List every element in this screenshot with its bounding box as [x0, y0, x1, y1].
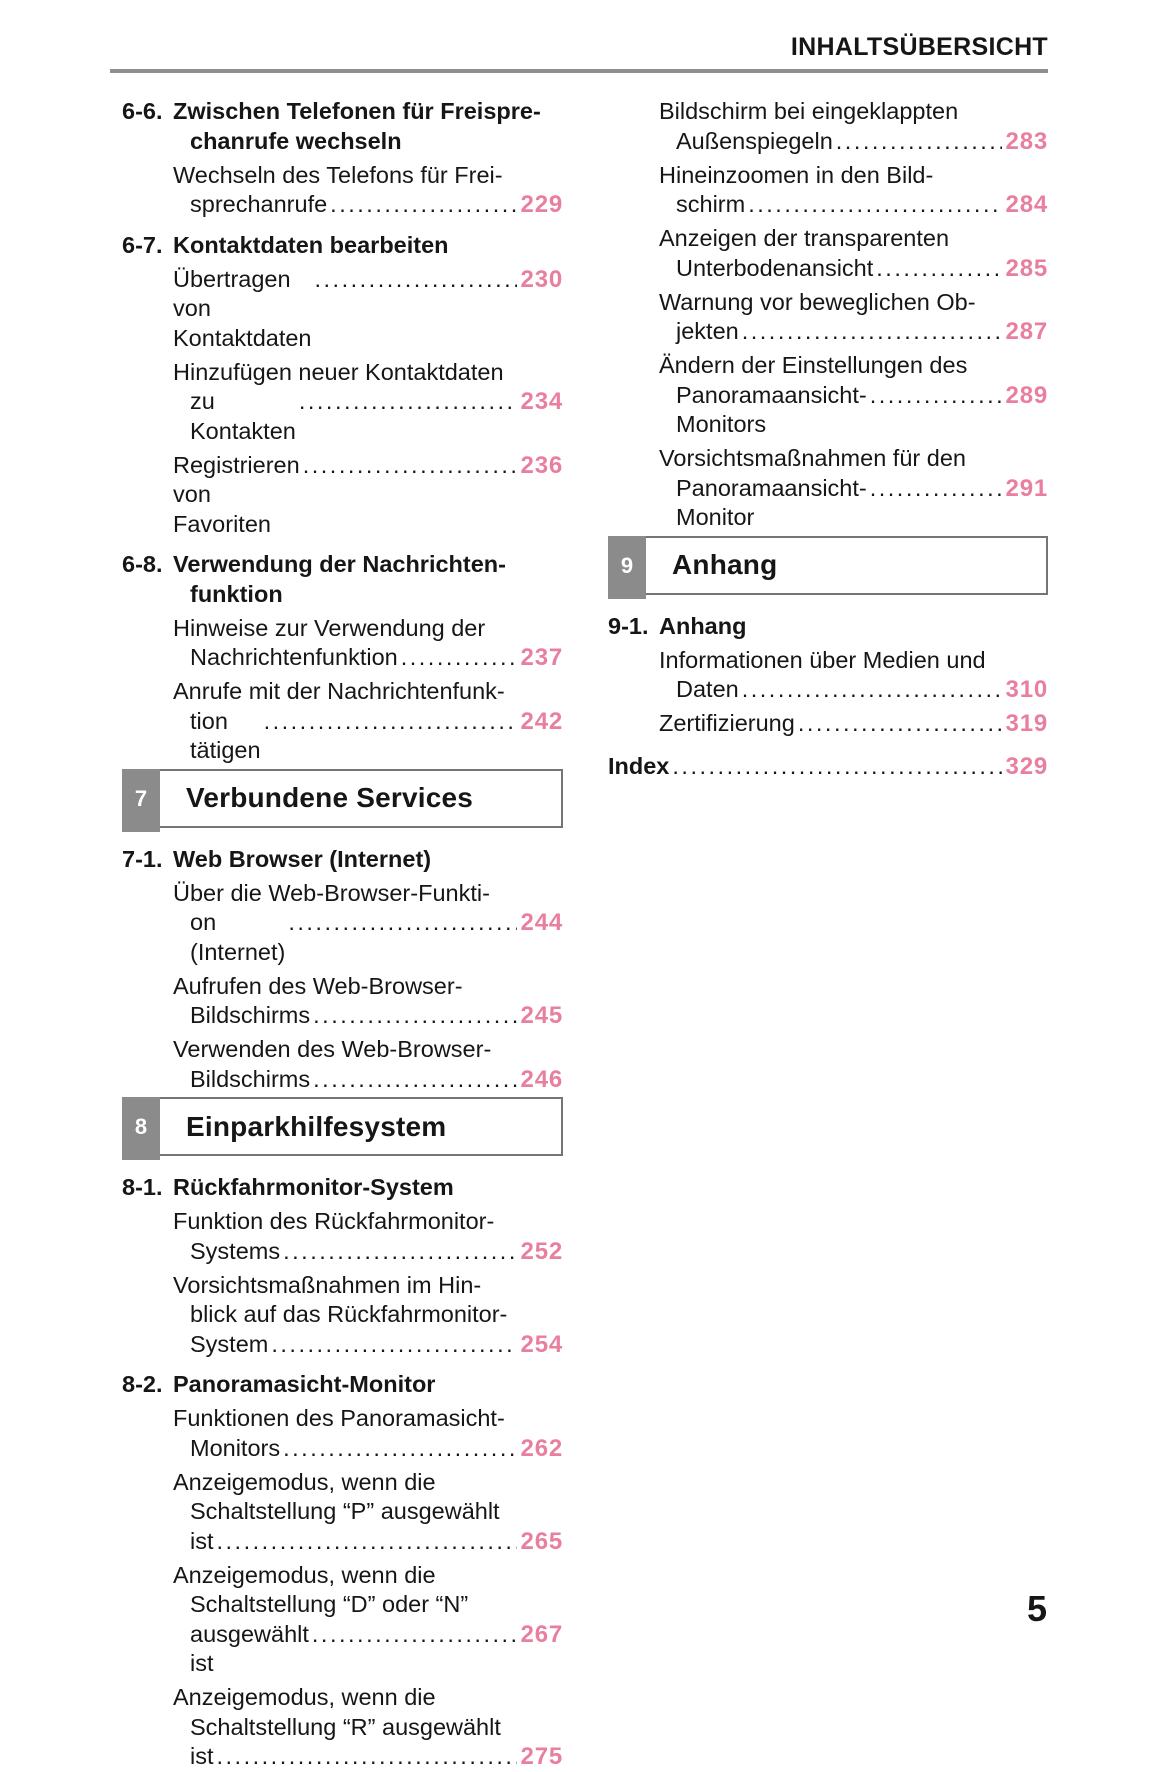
toc-entry-line: Funktionen des Panoramasicht- [173, 1405, 505, 1431]
toc-entry-text: sprechanrufe [190, 191, 328, 217]
dot-leader [327, 190, 516, 220]
toc-column-right [608, 97, 1048, 781]
dot-leader [300, 451, 517, 481]
toc-columns [122, 97, 1048, 1772]
toc-entry-text: Systems [190, 1237, 281, 1264]
dot-leader [310, 1065, 516, 1095]
section-title-continued: chanrufe wechseln [190, 127, 402, 154]
toc-entry-last-line [173, 908, 563, 967]
toc-entry [608, 351, 1048, 440]
toc-entry-last-line [173, 1527, 563, 1557]
toc-entry-last-line [173, 1434, 563, 1464]
toc-page-number: 230 [520, 265, 563, 293]
chapter-number: 7 [122, 769, 160, 832]
toc-page-number: 275 [520, 1743, 563, 1770]
toc-entry-line: Vorsichtsmaßnahmen für den [659, 445, 966, 471]
toc-entry-line: Aufrufen des Web-Browser- [173, 972, 463, 999]
dot-leader [214, 1742, 517, 1772]
toc-entry-line: Anzeigemodus, wenn die [173, 1468, 436, 1495]
toc-entry-line: Warnung vor beweglichen Ob- [659, 288, 976, 315]
section-number: 6-6. [122, 98, 163, 124]
dot-leader [867, 381, 1002, 411]
chapter-box [122, 769, 563, 832]
toc-entry-line: Anzeigen der transparenten [659, 225, 950, 251]
toc-page-number: 265 [520, 1527, 563, 1555]
toc-entry-line: Wechseln des Telefons für Frei- [173, 161, 503, 188]
toc-entry [122, 451, 563, 540]
toc-entry-last-line [659, 381, 1048, 440]
toc-entry-last-line [173, 265, 563, 354]
toc-entry-text: Außenspiegeln [676, 127, 833, 154]
toc-page-number: 242 [520, 707, 563, 735]
toc-entry-line: Bildschirm bei eingeklappten [659, 98, 959, 124]
toc-entry-line: Anzeigemodus, wenn die [173, 1684, 436, 1710]
toc-entry-line: Funktion des Rückfahrmonitor- [173, 1208, 495, 1234]
toc-entry [122, 972, 563, 1031]
toc-page-number: 236 [520, 451, 563, 479]
chapter-title: Anhang [672, 549, 778, 581]
toc-entry [608, 224, 1048, 283]
page-number: 5 [1026, 1588, 1047, 1629]
toc-column-left [122, 97, 563, 1772]
section-number: 6-8. [122, 551, 163, 577]
toc-entry-text: System [190, 1330, 269, 1357]
section-heading [122, 845, 563, 875]
dot-leader [261, 707, 517, 737]
toc-entry-last-line [659, 127, 1048, 157]
toc-entry-line: Verwenden des Web-Browser- [173, 1036, 492, 1062]
toc-page-number: 319 [1005, 710, 1048, 737]
section-number: 8-1. [122, 1174, 163, 1200]
section-number: 6-7. [122, 231, 163, 258]
section-heading [122, 1173, 563, 1203]
toc-page-number: 285 [1005, 254, 1048, 282]
toc-entry-text: zu Kontakten [190, 388, 296, 444]
dot-leader [280, 1434, 516, 1464]
toc-page-number: 310 [1005, 676, 1048, 703]
toc-page-number: 246 [520, 1065, 563, 1093]
toc-entry-last-line [173, 190, 563, 220]
toc-entry-line: Vorsichtsmaßnahmen im Hin- [173, 1271, 482, 1298]
section-title: Anhang [659, 612, 747, 639]
toc-page-number: 291 [1005, 474, 1048, 502]
toc-entry-text: ist [190, 1527, 214, 1554]
toc-page-number: 329 [1005, 752, 1048, 780]
toc-entry [122, 1207, 563, 1266]
toc-entry-last-line [659, 675, 1048, 705]
toc-entry-text: Bildschirms [190, 1065, 311, 1092]
toc-entry-last-line [173, 1330, 563, 1360]
toc-entry-last-line [173, 387, 563, 446]
chapter-box [608, 536, 1048, 599]
dot-leader [795, 709, 1002, 739]
toc-page-number: 234 [520, 388, 563, 415]
dot-leader [268, 1330, 516, 1360]
section-heading [122, 1370, 563, 1400]
toc-entry [122, 358, 563, 447]
toc-entry-last-line [173, 1620, 563, 1679]
section-title: Zwischen Telefonen für Freispre- [173, 98, 541, 124]
toc-entry-line: Hinweise zur Verwendung der [173, 614, 486, 641]
toc-entry [122, 879, 563, 968]
toc-entry-last-line [659, 474, 1048, 533]
toc-entry-text: Monitors [190, 1434, 281, 1461]
index-entry [608, 752, 1048, 782]
toc-page-number: 262 [520, 1434, 563, 1462]
toc-entry-line: Schaltstellung “D” oder “N” [190, 1591, 469, 1617]
toc-entry-text: schirm [676, 191, 746, 217]
toc-entry [122, 161, 563, 220]
toc-entry-text: Panoramaansicht-Monitors [676, 381, 867, 437]
dot-leader [309, 1620, 517, 1650]
section-title: Rückfahrmonitor-System [173, 1174, 454, 1200]
section-heading [122, 231, 563, 261]
toc-entry-text: Unterbodenansicht [676, 254, 874, 281]
dot-leader [311, 265, 516, 295]
toc-entry [608, 97, 1048, 156]
section-number: 8-2. [122, 1371, 163, 1397]
toc-entry [122, 1468, 563, 1557]
dot-leader [739, 675, 1002, 705]
section-title: Kontaktdaten bearbeiten [173, 231, 449, 258]
section-title: Web Browser (Internet) [173, 845, 432, 872]
dot-leader [214, 1527, 517, 1557]
chapter-title: Verbundene Services [186, 782, 474, 814]
toc-entry [122, 1271, 563, 1360]
toc-entry-line: Informationen über Medien und [659, 646, 986, 673]
dot-leader [398, 643, 517, 673]
toc-entry-line: Anrufe mit der Nachrichtenfunk- [173, 678, 505, 704]
toc-entry-last-line [659, 190, 1048, 220]
toc-entry-line: blick auf das Rückfahrmonitor- [190, 1301, 508, 1327]
toc-page-number: 284 [1005, 191, 1048, 218]
dot-leader [873, 254, 1001, 284]
chapter-number: 8 [122, 1097, 160, 1160]
toc-entry [122, 1404, 563, 1463]
toc-entry-text: on (Internet) [190, 909, 286, 965]
toc-page-number: 252 [520, 1237, 563, 1265]
toc-entry-last-line [173, 1001, 563, 1031]
toc-page-number: 254 [520, 1330, 563, 1358]
toc-entry-last-line [173, 1237, 563, 1267]
dot-leader [867, 474, 1002, 504]
page-header-title: INHALTSÜBERSICHT [790, 33, 1048, 61]
toc-entry-last-line [659, 254, 1048, 284]
toc-entry [122, 1683, 563, 1772]
toc-page-number: 244 [520, 909, 563, 936]
chapter-number: 9 [608, 536, 646, 599]
dot-leader [669, 752, 1001, 782]
chapter-title: Einparkhilfesystem [186, 1110, 447, 1142]
toc-entry [608, 646, 1048, 705]
toc-entry [608, 161, 1048, 220]
toc-entry-text: ausgewählt ist [190, 1620, 309, 1676]
toc-page-number: 283 [1005, 127, 1048, 155]
toc-entry-line: Hineinzoomen in den Bild- [659, 161, 934, 188]
toc-entry-line: Über die Web-Browser-Funkti- [173, 879, 490, 906]
toc-entry-line: Anzeigemodus, wenn die [173, 1561, 436, 1588]
dot-leader [739, 317, 1002, 347]
toc-page-number: 245 [520, 1002, 563, 1029]
dot-leader [310, 1001, 516, 1031]
toc-entry-text: Daten [676, 676, 739, 702]
toc-entry-text: jekten [676, 318, 739, 344]
chapter-box [122, 1097, 563, 1160]
toc-entry-last-line [173, 451, 563, 540]
toc-entry-text: ist [190, 1743, 214, 1769]
toc-entry-last-line [173, 707, 563, 766]
toc-entry-text: tion tätigen [190, 707, 261, 763]
toc-entry [122, 677, 563, 766]
toc-entry [122, 265, 563, 354]
dot-leader [745, 190, 1001, 220]
toc-entry-line: Ändern der Einstellungen des [659, 352, 968, 378]
toc-page-number: 287 [1005, 318, 1048, 345]
toc-entry-text: Nachrichtenfunktion [190, 644, 398, 670]
toc-entry-last-line [659, 709, 1048, 739]
toc-page-number: 237 [520, 644, 563, 671]
toc-entry-line: Schaltstellung “R” ausgewählt [190, 1713, 501, 1740]
section-title-continued: funktion [190, 580, 283, 607]
toc-entry-text: Übertragen von Kontaktdaten [173, 265, 312, 351]
toc-entry [122, 614, 563, 673]
toc-entry [122, 1035, 563, 1094]
section-number: 9-1. [608, 612, 649, 639]
dot-leader [833, 127, 1002, 157]
toc-entry-last-line [173, 1065, 563, 1095]
toc-entry [122, 1561, 563, 1679]
toc-entry [608, 288, 1048, 347]
toc-entry-text: Bildschirms [190, 1002, 311, 1028]
toc-entry-last-line [659, 317, 1048, 347]
toc-page-number: 289 [1005, 381, 1048, 409]
toc-entry [608, 444, 1048, 533]
index-label: Index [608, 752, 670, 779]
toc-entry-last-line [173, 1742, 563, 1772]
toc-entry-line: Hinzufügen neuer Kontaktdaten [173, 358, 504, 385]
toc-entry-text: Panoramaansicht-Monitor [676, 474, 867, 530]
toc-entry-text: Registrieren von Favoriten [173, 451, 300, 537]
section-heading [122, 550, 563, 580]
dot-leader [280, 1237, 516, 1267]
section-title: Panoramasicht-Monitor [173, 1371, 436, 1397]
toc-entry [608, 709, 1048, 739]
toc-entry-line: Schaltstellung “P” ausgewählt [190, 1498, 500, 1524]
dot-leader [285, 908, 516, 938]
header-rule [110, 69, 1048, 73]
section-heading [122, 97, 563, 127]
toc-page-number: 229 [520, 191, 563, 218]
toc-entry-text: Zertifizierung [659, 710, 795, 736]
toc-page-number: 267 [520, 1620, 563, 1648]
section-title: Verwendung der Nachrichten- [173, 551, 506, 577]
section-heading [608, 612, 1048, 642]
section-number: 7-1. [122, 845, 163, 872]
dot-leader [296, 387, 517, 417]
toc-entry-last-line [173, 643, 563, 673]
